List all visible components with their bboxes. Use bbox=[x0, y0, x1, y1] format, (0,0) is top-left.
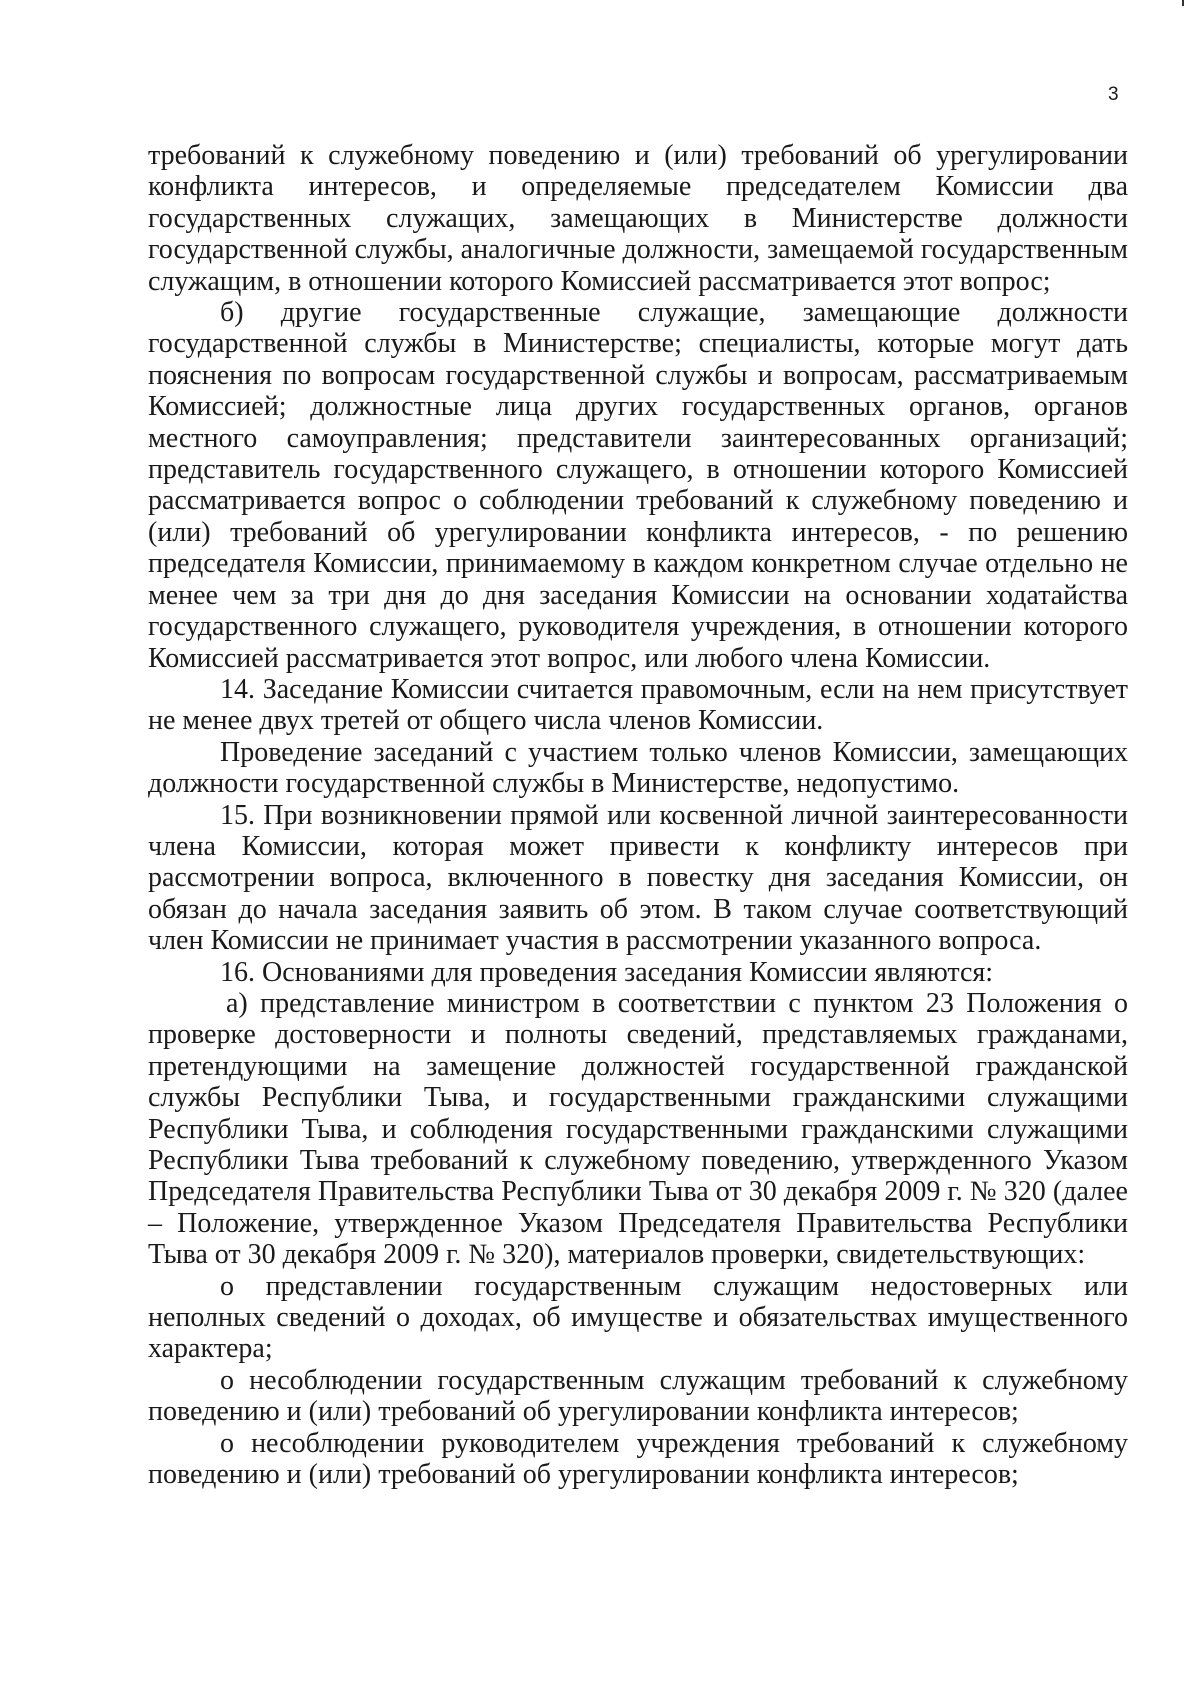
page-number: 3 bbox=[1108, 84, 1119, 105]
scan-edge-mark bbox=[1182, 0, 1184, 6]
paragraph-15: 15. При возникновении прямой или косвенной личной заинтересованности члена Комиссии, которая может привести к конфликту интересов при рассмотрении вопроса, включенного в повестку дня заседания Комиссии, он обязан до начала заседания заявить об этом. В таком случае соответствующий член Комиссии не принимает участия в рассмотрении указанного вопроса. bbox=[148, 799, 1128, 957]
document-body bbox=[148, 140, 1128, 1490]
paragraph-14: 14. Заседание Комиссии считается правомочным, если на нем присутствует не менее двух третей от общего числа членов Комиссии. bbox=[148, 673, 1128, 737]
paragraph-bullet-false-info: о представлении государственным служащим недостоверных или неполных сведений о доходах, об имуществе и обязательствах имущественного характера; bbox=[148, 1270, 1128, 1365]
paragraph-14-note: Проведение заседаний с участием только членов Комиссии, замещающих должности государственной службы в Министерстве, недопустимо. bbox=[148, 736, 1128, 800]
paragraph-16: 16. Основаниями для проведения заседания Комиссии являются: bbox=[220, 956, 994, 988]
paragraph-item-b: б) другие государственные служащие, замещающие должности государственной службы в Министерстве; специалисты, которые могут дать пояснения по вопросам государственной службы и вопросам, рассматриваемым Комиссией; должностные лица других государственных органов, органов местного самоуправления; представители заинтересованных организаций; представитель государственного служащего, в отношении которого Комиссией рассматривается вопрос о соблюдении требований к служебному поведению и (или) требований об урегулировании конфликта интересов, - по решению председателя Комиссии, принимаемому в каждом конкретном случае отдельно не менее чем за три дня до дня заседания Комиссии на основании ходатайства государственного служащего, руководителя учреждения, в отношении которого Комиссией рассматривается этот вопрос, или любого члена Комиссии. bbox=[148, 297, 1128, 674]
paragraph-bullet-head-noncompliance: о несоблюдении руководителем учреждения требований к служебному поведению и (или) требований об урегулировании конфликта интересов; bbox=[148, 1427, 1128, 1491]
paragraph-16-item-a: а) представление министром в соответствии с пунктом 23 Положения о проверке достоверности и полноты сведений, представляемых гражданами, претендующими на замещение должностей государственной гражданской службы Республики Тыва, и государственными гражданскими служащими Республики Тыва, и соблюдения государственными гражданскими служащими Республики Тыва требований к служебному поведению, утвержденного Указом Председателя Правительства Республики Тыва от 30 декабря 2009 г. № 320 (далее – Положение, утвержденное Указом Председателя Правительства Республики Тыва от 30 декабря 2009 г. № 320), материалов проверки, свидетельствующих: bbox=[148, 987, 1128, 1271]
paragraph-intro-continuation: требований к служебному поведению и (или) требований об урегулировании конфликта интересов, и определяемые председателем Комиссии два государственных служащих, замещающих в Министерстве должности государственной службы, аналогичные должности, замещаемой государственным служащим, в отношении которого Комиссией рассматривается этот вопрос; bbox=[148, 140, 1128, 297]
paragraph-bullet-employee-noncompliance: о несоблюдении государственным служащим требований к служебному поведению и (или) требований об урегулировании конфликта интересов; bbox=[148, 1364, 1128, 1428]
